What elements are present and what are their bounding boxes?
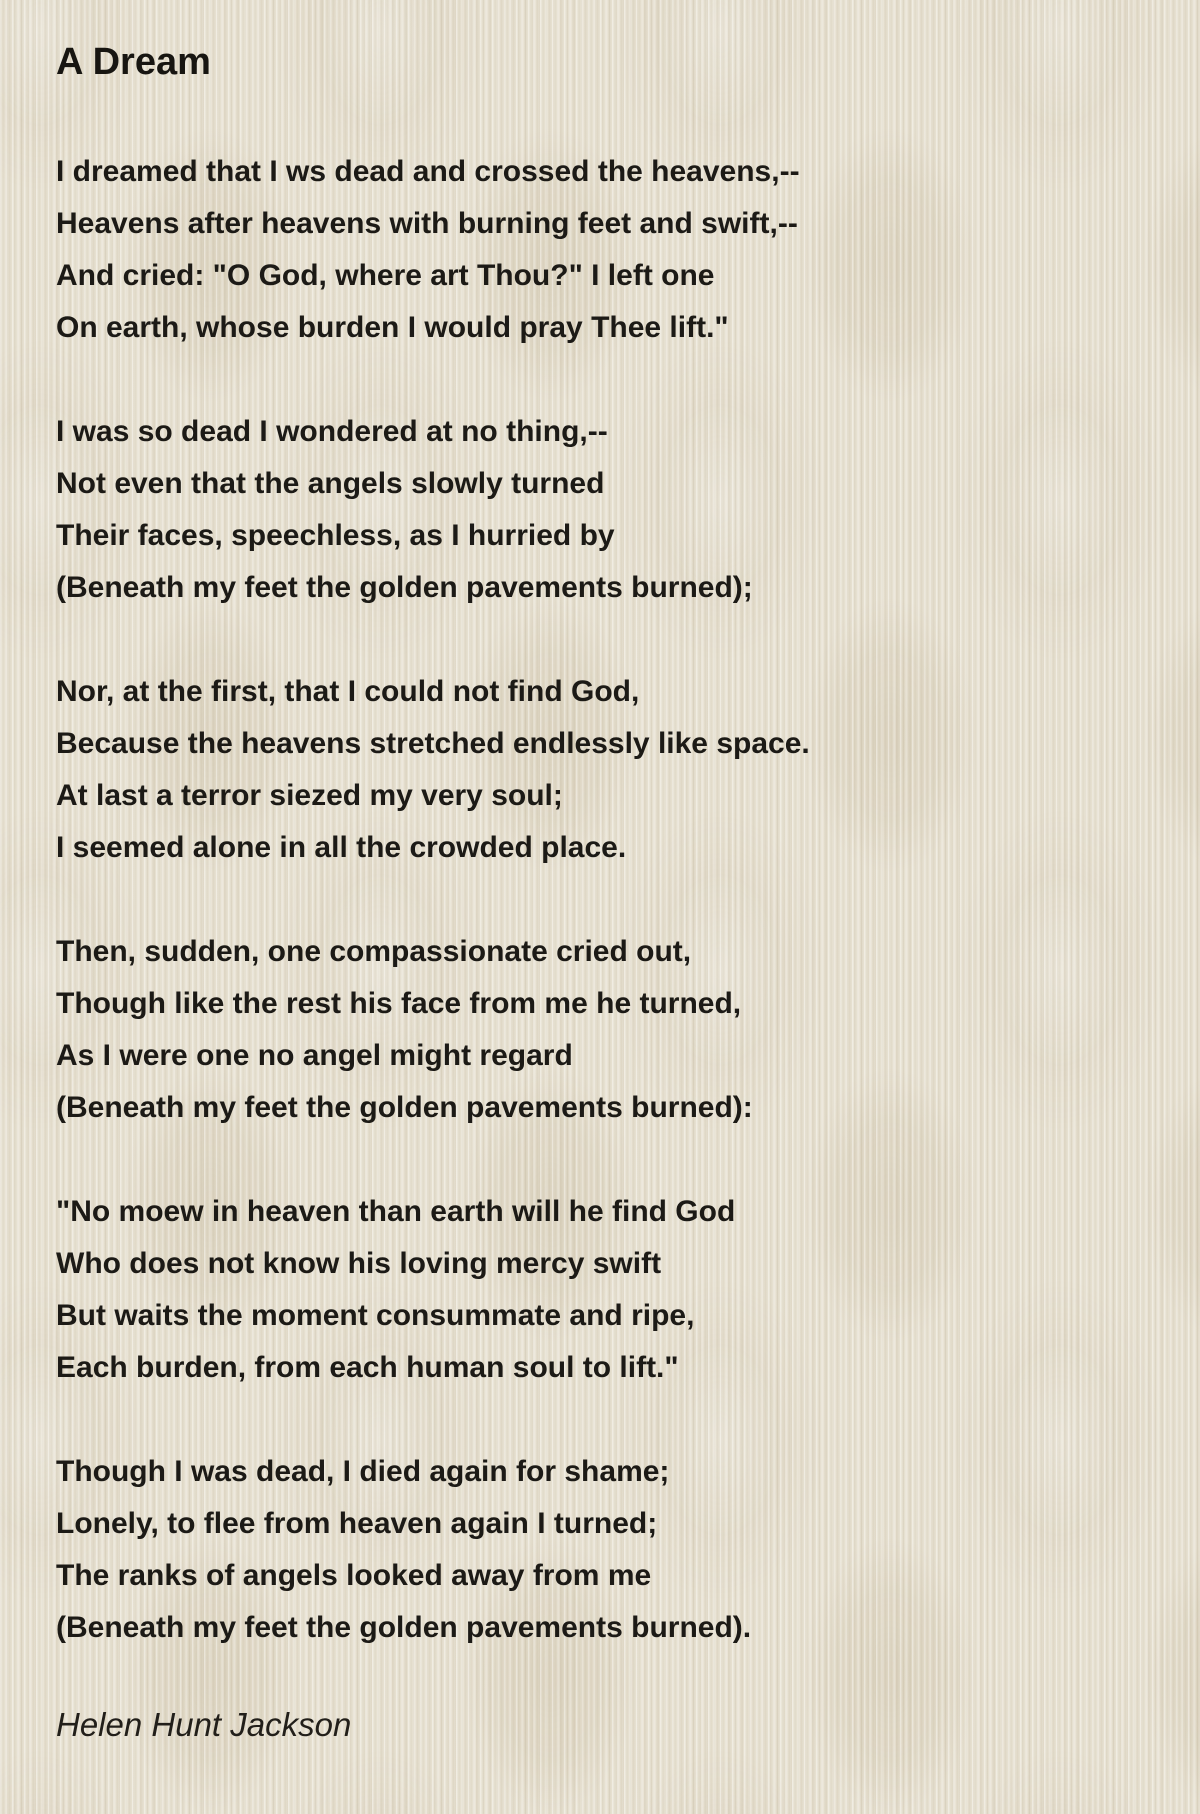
stanza-5 [56,1186,1140,1394]
poem-line: I was so dead I wondered at no thing,-- [56,414,608,448]
poem-line: Lonely, to flee from heaven again I turned; [56,1506,658,1540]
poem-line: Then, sudden, one compassionate cried out, [56,934,692,968]
poem-author: Helen Hunt Jackson [56,1705,352,1743]
poem-line: On earth, whose burden I would pray Thee lift." [56,310,729,344]
stanza-6 [56,1446,1140,1654]
poem-line: (Beneath my feet the golden pavements burned); [56,570,753,604]
poem-line: At last a terror siezed my very soul; [56,778,563,812]
poem-line: "No moew in heaven than earth will he find God [56,1194,736,1228]
poem-title: A Dream [56,41,211,83]
poem-line: Though like the rest his face from me he turned, [56,986,742,1020]
poem-line: As I were one no angel might regard [56,1038,573,1072]
stanza-4 [56,926,1140,1134]
stanza-1 [56,146,1140,354]
poem-line: But waits the moment consummate and ripe, [56,1298,695,1332]
poem-line: Each burden, from each human soul to lift." [56,1350,679,1384]
poem-line: I dreamed that I ws dead and crossed the heavens,-- [56,154,800,188]
poem-body [56,146,1140,1654]
poem-line: (Beneath my feet the golden pavements burned). [56,1610,752,1644]
stanza-3 [56,666,1140,874]
poem-line: Their faces, speechless, as I hurried by [56,518,615,552]
poem-line: Nor, at the first, that I could not find God, [56,674,640,708]
poem-line: The ranks of angels looked away from me [56,1558,652,1592]
poem-line: Heavens after heavens with burning feet and swift,-- [56,206,798,240]
poem-line: And cried: "O God, where art Thou?" I left one [56,258,715,292]
poem-line: Not even that the angels slowly turned [56,466,605,500]
poem-line: (Beneath my feet the golden pavements burned): [56,1090,753,1124]
poem-line: Though I was dead, I died again for shame; [56,1454,670,1488]
stanza-2 [56,406,1140,614]
poem-line: Who does not know his loving mercy swift [56,1246,662,1280]
poem-line: I seemed alone in all the crowded place. [56,830,627,864]
poem-line: Because the heavens stretched endlessly like space. [56,726,810,760]
